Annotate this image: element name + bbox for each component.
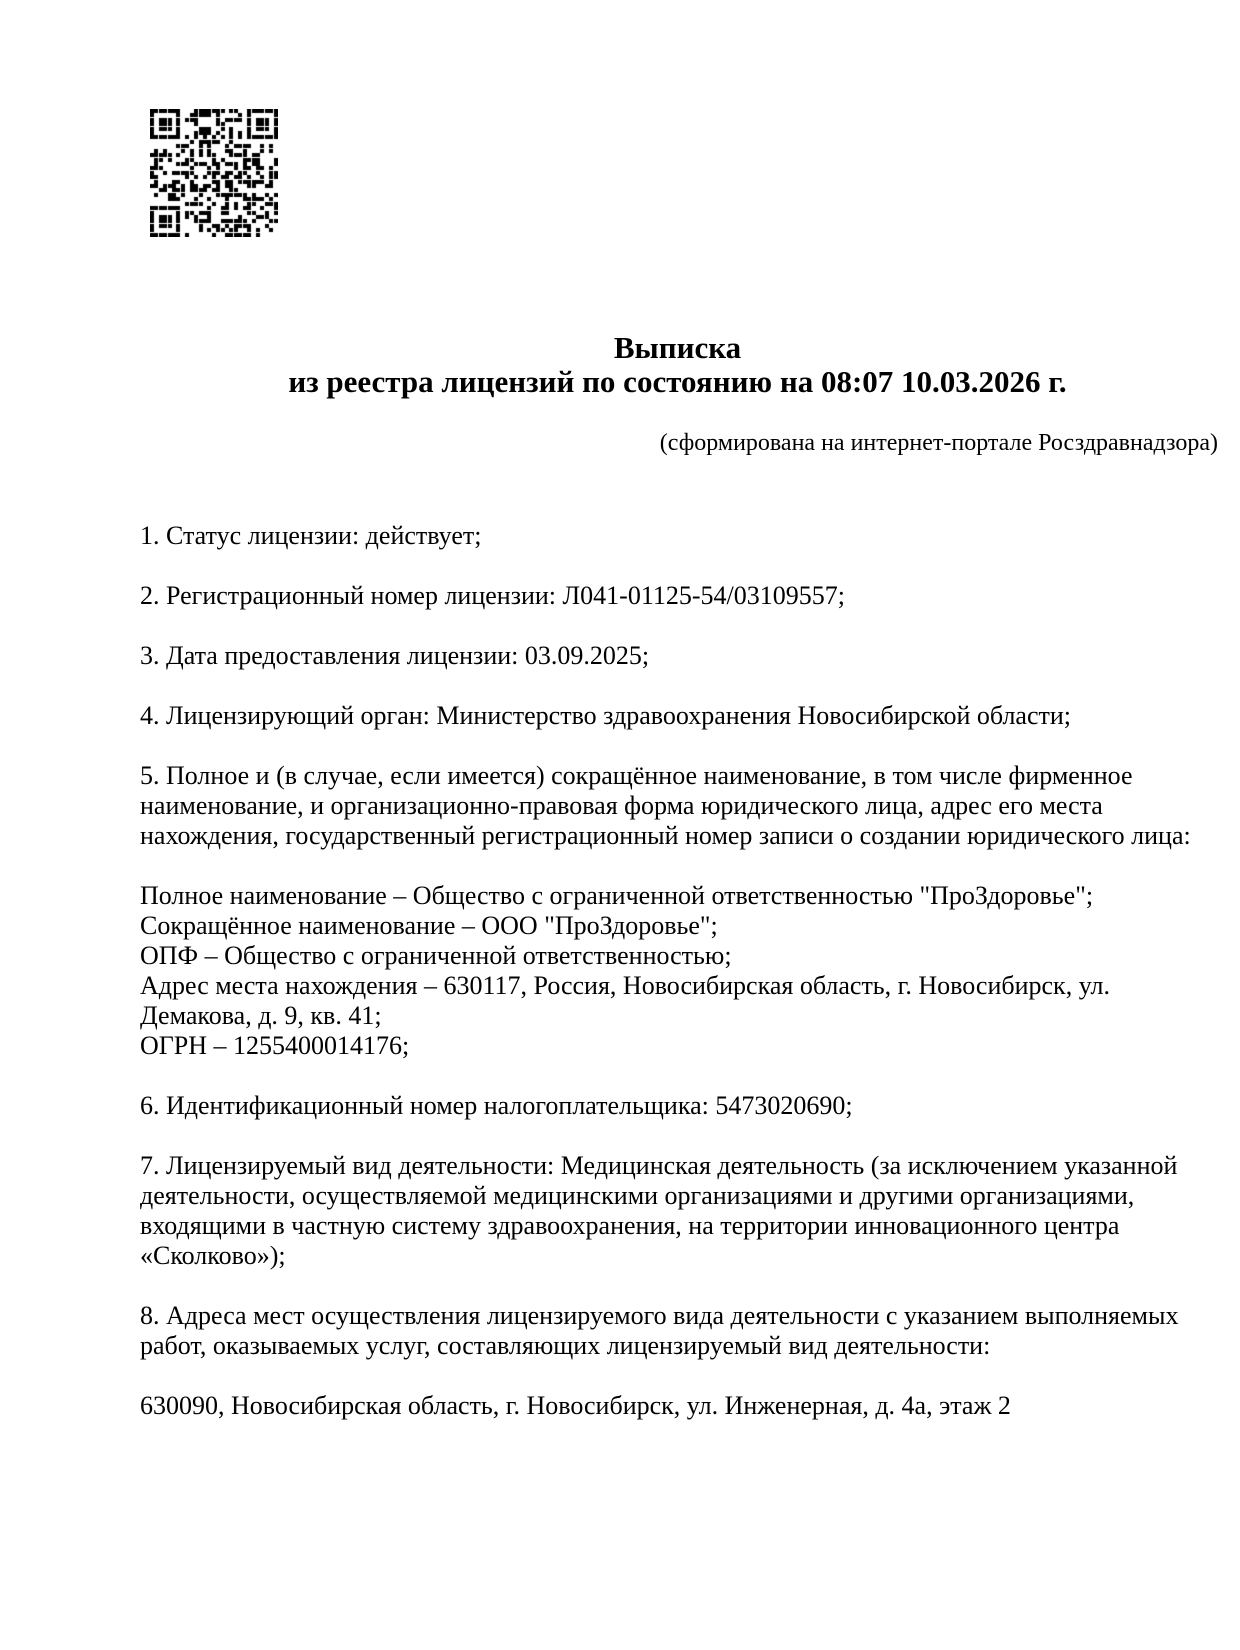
full-name: Полное наименование – Общество с ограниченной ответственностью "ПроЗдоровье";	[140, 881, 1094, 910]
qr-code-icon	[150, 109, 278, 237]
item-3-license-date: 3. Дата предоставления лицензии: 03.09.2025;	[140, 641, 650, 670]
legal-form: ОПФ – Общество с ограниченной ответственностью;	[140, 941, 732, 970]
title-line-2: из реестра лицензий по состоянию на 08:07 10.03.2026 г.	[288, 364, 1067, 399]
item-4-licensing-authority: 4. Лицензирующий орган: Министерство здравоохранения Новосибирской области;	[140, 701, 1071, 730]
item-7-licensed-activity: 7. Лицензируемый вид деятельности: Медицинская деятельность (за исключением указанной деятельности, осуществляемой медицинскими организациями и другими организациями, входящими в частную систему здравоохранения, на территории инновационного центра «Сколково»);	[140, 1151, 1178, 1270]
item-6-inn: 6. Идентификационный номер налогоплательщика: 5473020690;	[140, 1091, 853, 1120]
ogrn: ОГРН – 1255400014176;	[140, 1031, 410, 1060]
item-1-status: 1. Статус лицензии: действует;	[140, 521, 482, 550]
title-line-1: Выписка	[613, 330, 742, 365]
address-line-2: Демакова, д. 9, кв. 41;	[140, 1001, 382, 1030]
document-subtitle: (сформирована на интернет-портале Росздравнадзора)	[659, 430, 1218, 456]
legal-entity-details	[140, 881, 1215, 1061]
address-line-1: Адрес места нахождения – 630117, Россия, Новосибирская область, г. Новосибирск, ул.	[140, 971, 1111, 1000]
document-title	[140, 331, 1215, 399]
item-2-registration-number: 2. Регистрационный номер лицензии: Л041-01125-54/03109557;	[140, 581, 845, 610]
document-body	[140, 521, 1215, 1451]
item-5-legal-entity-heading: 5. Полное и (в случае, если имеется) сокращённое наименование, в том числе фирменное наименование, и организационно-правовая форма юридического лица, адрес его места нахождения, государственный регистрационный номер записи о создании юридического лица:	[140, 761, 1191, 850]
activity-address: 630090, Новосибирская область, г. Новосибирск, ул. Инженерная, д. 4а, этаж 2	[140, 1391, 1011, 1420]
short-name: Сокращённое наименование – ООО "ПроЗдоровье";	[140, 911, 718, 940]
item-8-activity-addresses-heading: 8. Адреса мест осуществления лицензируемого вида деятельности с указанием выполняемых работ, оказываемых услуг, составляющих лицензируемый вид деятельности:	[140, 1301, 1179, 1360]
